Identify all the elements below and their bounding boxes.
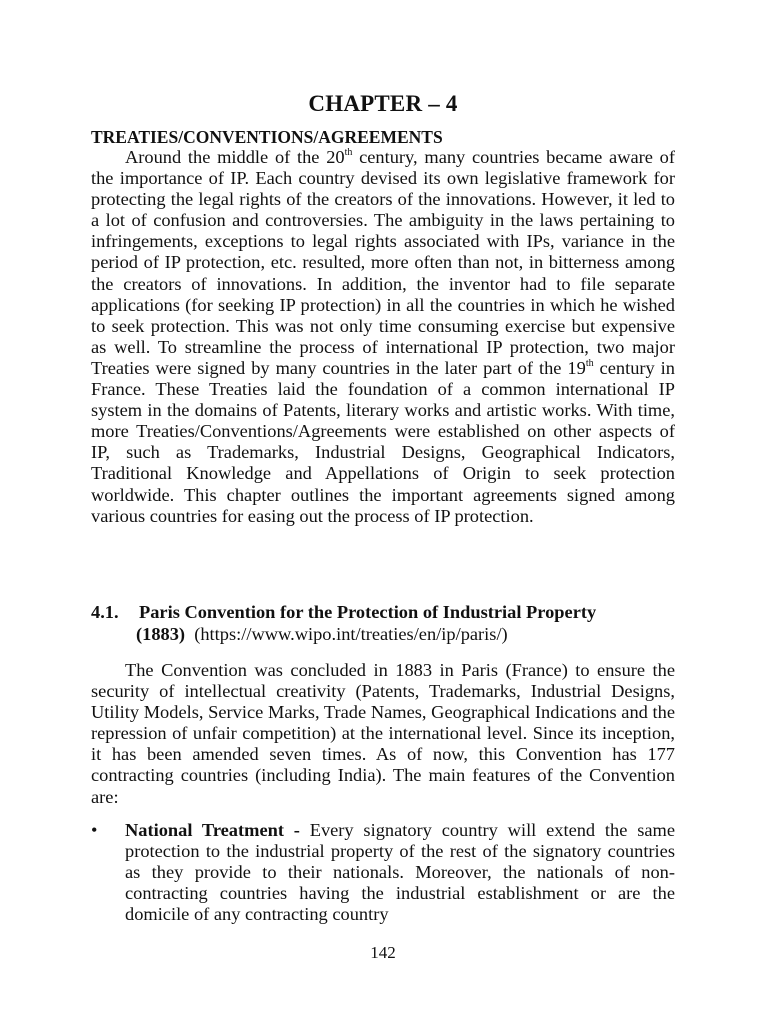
superscript-th-2: th (585, 357, 594, 369)
intro-text-part1: Around the middle of the 20 (125, 147, 345, 167)
bullet-text: Every signatory country will extend the same protection to the industrial property of the rest of the signatory countries as they provide to their nationals. Moreover, the nationals of non-contracting countries having the industrial establishment or are the domicile of any contracting country (125, 820, 675, 925)
section-heading: TREATIES/CONVENTIONS/AGREEMENTS (91, 127, 443, 147)
subsection-year: (1883) (136, 623, 186, 644)
subsection-title: Paris Convention for the Protection of Industrial Property (139, 602, 597, 622)
bullet-icon: • (91, 820, 98, 840)
page-number: 142 (370, 943, 396, 962)
intro-text-part3: century in France. These Treaties laid the foundation of a common international IP system in the domains of Patents, literary works and artistic works. With time, more Treaties/Conventions/Agreements were established on other aspects of IP, such as Trademarks, Industrial Designs, Geographical Indicators, Traditional Knowledge and Appellations of Origin to seek protection worldwide. This chapter outlines the important agreements signed among various countries for easing out the process of IP protection. (91, 357, 675, 526)
chapter-title: CHAPTER – 4 (308, 91, 458, 116)
subsection-heading-4-1 (91, 602, 675, 645)
bullet-label: National Treatment - (125, 820, 300, 840)
intro-text-part2: century, many countries became aware of the importance of IP. Each country devised its own legislative framework for protecting the legal rights of the creators of the innovations. However, it led to a lot of confusion and controversies. The ambiguity in the laws pertaining to infringements, exceptions to legal rights associated with IPs, variance in the period of IP protection, etc. resulted, more often than not, in bitterness among the creators of innovations. In addition, the inventor had to file separate applications (for seeking IP protection) in all the countries in which he wished to seek protection. This was not only time consuming exercise but expensive as well. To streamline the process of international IP protection, two major Treaties were signed by many countries in the later part of the 19 (91, 147, 675, 378)
list-item (91, 820, 675, 925)
subsection-url: (https://www.wipo.int/treaties/en/ip/paris/) (194, 623, 508, 644)
superscript-th-1: th (344, 147, 353, 158)
document-page (91, 0, 675, 1024)
intro-paragraph (91, 147, 675, 527)
features-list (91, 820, 675, 925)
convention-paragraph: The Convention was concluded in 1883 in Paris (France) to ensure the security of intellectual creativity (Patents, Trademarks, Industrial Designs, Utility Models, Service Marks, Trade Names, Geographical Indications and the repression of unfair competition) at the international level. Since its inception, it has been amended seven times. As of now, this Convention has 177 contracting countries (including India). The main features of the Convention are: (91, 660, 675, 807)
subsection-number: 4.1. (91, 602, 119, 622)
